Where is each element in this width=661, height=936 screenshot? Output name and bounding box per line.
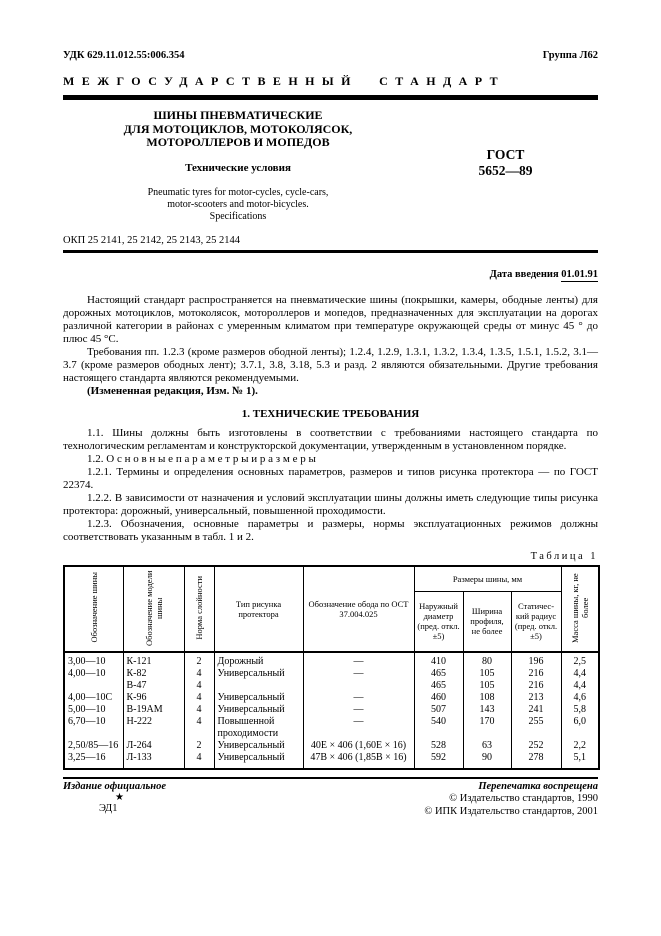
document-title-line: МОТОРОЛЛЕРОВ И МОПЕДОВ [146,135,330,149]
cell-designation: 3,00—10 [64,652,123,668]
cell-mass: 2,2 [561,740,599,752]
document-title-line: ШИНЫ ПНЕВМАТИЧЕСКИЕ [153,108,323,122]
column-header-profile-width: Ширина профиля, не более [463,591,511,651]
cell-diameter: 465 [414,668,463,680]
column-header-mass: Масса шины, кг, не более [561,566,599,652]
cell-ply: 4 [184,668,214,680]
cell-ply: 4 [184,716,214,740]
gost-label: ГОСТ [486,147,525,162]
cell-width: 105 [463,680,511,692]
cell-width: 170 [463,716,511,740]
cell-diameter: 460 [414,692,463,704]
cell-mass: 5,8 [561,704,599,716]
cell-mass: 6,0 [561,716,599,740]
footer [63,781,598,819]
table-row [64,652,599,668]
title-english-line: Pneumatic tyres for motor-cycles, cycle-cars, [147,186,329,198]
cell-radius: 216 [511,668,561,680]
cell-designation: 5,00—10 [64,704,123,716]
section-heading: 1. ТЕХНИЧЕСКИЕ ТРЕБОВАНИЯ [241,407,420,420]
column-header-tyre-designation: Обозначение шины [64,566,123,652]
cell-diameter: 540 [414,716,463,740]
cell-rim: — [303,716,414,740]
date-value: 01.01.91 [561,268,598,280]
cell-radius: 216 [511,680,561,692]
title-english-line: Specifications [209,210,267,222]
introduction-date [63,269,598,280]
section-paragraph: 1.2.2. В зависимости от назначения и условий эксплуатации шины должны иметь следующие типы рисунка протектора: дорожный, универсальный, повышенной проходимости. [63,491,598,517]
intro-paragraphs [63,294,598,398]
section-paragraph: 1.1. Шины должны быть изготовлены в соответствии с требованиями настоящего стандарта по технологическим регламентам и конструкторской документации, утвержденным в установленном порядке. [63,426,598,452]
tyre-parameters-table [63,565,600,770]
cell-model: Н-222 [123,716,184,740]
okp-divider-bar [63,250,598,253]
cell-rim: — [303,652,414,668]
cell-rim: 40Е × 406 (1,60Е × 16) [303,740,414,752]
column-header-model: Обозначение модели шины [123,566,184,652]
edition-code: ЭД1 [99,802,118,814]
cell-ply: 4 [184,704,214,716]
cell-radius: 213 [511,692,561,704]
column-group-tyre-sizes: Размеры шины, мм [414,566,561,592]
table-row [64,680,599,692]
table-header [64,566,599,652]
cell-ply: 2 [184,652,214,668]
cell-radius: 278 [511,752,561,769]
cell-tread: Универсальный [214,668,303,680]
title-english-line: motor-scooters and motor-bicycles. [167,198,309,210]
footer-left [63,781,166,819]
cell-model: Л-133 [123,752,184,769]
cell-ply: 2 [184,740,214,752]
column-header-rim-designation: Обозначение обода по ОСТ 37.004.025 [303,566,414,652]
cell-rim: — [303,668,414,680]
amendment-note: (Измененная редакция, Изм. № 1). [87,384,258,397]
cell-designation: 6,70—10 [64,716,123,740]
cell-radius: 252 [511,740,561,752]
cell-diameter: 592 [414,752,463,769]
cell-designation: 4,00—10 [64,668,123,680]
cell-radius: 255 [511,716,561,740]
section-paragraph: 1.2.1. Термины и определения основных параметров, размеров и типов рисунка протектора — по ГОСТ 22374. [63,465,598,491]
title-english [63,187,413,223]
header-divider-bar [63,95,598,100]
gost-number: 5652—89 [478,163,533,178]
cell-mass: 2,5 [561,652,599,668]
cell-designation: 2,50/85—16 [64,740,123,752]
top-header-row [63,50,598,61]
cell-mass: 4,4 [561,668,599,680]
table-body [64,652,599,769]
cell-mass: 5,1 [561,752,599,769]
cell-model: В-19АМ [123,704,184,716]
okp-codes: ОКП 25 2141, 25 2142, 25 2143, 25 2144 [63,234,241,246]
column-header-tread-pattern: Тип рисунка протектора [214,566,303,652]
cell-width: 90 [463,752,511,769]
page-content [63,0,598,818]
date-label: Дата введения [489,268,559,280]
cell-rim: — [303,692,414,704]
cell-diameter: 410 [414,652,463,668]
cell-width: 108 [463,692,511,704]
cell-designation: 3,25—16 [64,752,123,769]
copyright-line: © ИПК Издательство стандартов, 2001 [424,805,598,817]
title-block [63,109,598,223]
cell-diameter: 465 [414,680,463,692]
star-icon: ★ [115,791,124,803]
cell-radius: 241 [511,704,561,716]
document-subtitle: Технические условия [185,161,291,174]
cell-ply: 4 [184,692,214,704]
cell-mass: 4,6 [561,692,599,704]
cell-rim [303,680,414,692]
cell-tread: Универсальный [214,740,303,752]
cell-ply: 4 [184,752,214,769]
cell-ply: 4 [184,680,214,692]
table-row [64,668,599,680]
udk-code: УДК 629.11.012.55:006.354 [63,50,185,61]
gost-number-block [413,109,598,223]
cell-tread: Универсальный [214,704,303,716]
title-left-column [63,109,413,223]
standard-kind-line: МЕЖГОСУДАРСТВЕННЫЙ СТАНДАРТ [63,74,506,88]
cell-model: В-47 [123,680,184,692]
section-paragraph: 1.2.3. Обозначения, основные параметры и размеры, нормы эксплуатационных режимов должны соответствовать указанным в табл. 1 и 2. [63,517,598,543]
cell-tread: Универсальный [214,692,303,704]
intro-paragraph: Требования пп. 1.2.3 (кроме размеров ободной ленты); 1.2.4, 1.2.9, 1.3.1, 1.3.2, 1.3.4, 1.3.5, 1.5.1, 1.5.2, 3.1—3.7 (кроме размеров ободных лент); 3.7.1, 3.8, 3.18, 5.3 и разд. 2 являются обязательными. Другие требования настоящего стандарта являются рекомендуемыми. [63,345,598,384]
table-row [64,740,599,752]
section-paragraph: 1.2. О с н о в н ы е п а р а м е т р ы и р а з м е р ы [87,452,316,465]
cell-diameter: 507 [414,704,463,716]
cell-width: 143 [463,704,511,716]
table-row [64,716,599,740]
table-row [64,692,599,704]
cell-width: 105 [463,668,511,680]
cell-model: К-121 [123,652,184,668]
cell-designation [64,680,123,692]
footer-right [424,781,598,819]
cell-model: К-96 [123,692,184,704]
group-code: Группа Л62 [542,50,598,61]
reprint-prohibited-note: Перепечатка воспрещена [478,780,598,792]
column-header-static-radius: Статичес-кий радиус (пред. откл. ±5) [511,591,561,651]
table-caption: Таблица 1 [530,550,598,562]
document-title-line: ДЛЯ МОТОЦИКЛОВ, МОТОКОЛЯСОК, [123,121,353,136]
cell-model: К-82 [123,668,184,680]
cell-tread: Повышенной проходимости [214,716,303,740]
cell-rim: 47В × 406 (1,85В × 16) [303,752,414,769]
column-header-outer-diameter: Наружный диаметр (пред. откл. ±5) [414,591,463,651]
cell-tread [214,680,303,692]
cell-width: 80 [463,652,511,668]
intro-paragraph: Настоящий стандарт распространяется на пневматические шины (покрышки, камеры, ободные ленты) для дорожных мотоциклов, мотоколясок, мотороллеров и мопедов, предназначенных для эксплуатации на дорогах различной категории в районах с умеренным климатом при температуре окружающей среды от минус 45 ° до плюс 45 °С. [63,293,598,345]
cell-tread: Универсальный [214,752,303,769]
cell-tread: Дорожный [214,652,303,668]
cell-rim: — [303,704,414,716]
footer-divider-bar [63,777,598,779]
cell-width: 63 [463,740,511,752]
column-header-ply-rating: Норма слойности [184,566,214,652]
cell-diameter: 528 [414,740,463,752]
copyright-line: © Издательство стандартов, 1990 [449,793,598,804]
table-row [64,704,599,716]
cell-model: Л-264 [123,740,184,752]
official-edition-note: Издание официальное [63,780,167,792]
cell-radius: 196 [511,652,561,668]
cell-mass: 4,4 [561,680,599,692]
table-row [64,752,599,769]
cell-designation: 4,00—10С [64,692,123,704]
